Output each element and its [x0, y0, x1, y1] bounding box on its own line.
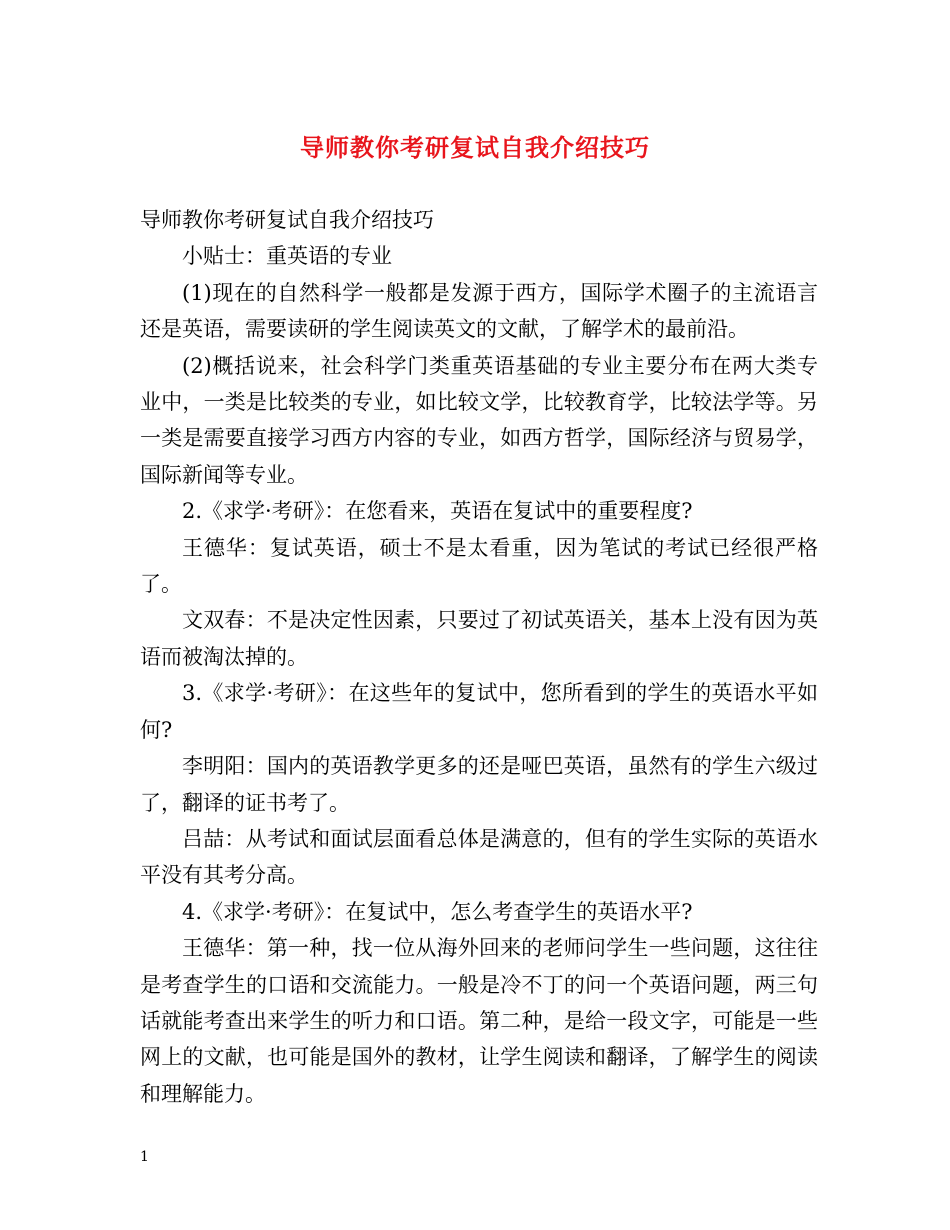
question-paragraph: 2.《求学·考研》：在您看来，英语在复试中的重要程度?	[182, 499, 693, 524]
paragraph: (1)现在的自然科学一般都是发源于西方，国际学术圈子的主流语言还是英语，需要读研的学生阅读英文的文献，了解学术的最前沿。	[140, 280, 818, 342]
page-number: 1	[140, 1149, 149, 1165]
answer-paragraph: 李明阳：国内的英语教学更多的还是哑巴英语，虽然有的学生六级过了，翻译的证书考了。	[140, 754, 818, 815]
paragraph: (2)概括说来，社会科学门类重英语基础的专业主要分布在两大类专业中，一类是比较类的专业，如比较文学，比较教育学，比较法学等。另一类是需要直接学习西方内容的专业，如西方哲学，国际经济与贸易学，国际新闻等专业。	[140, 353, 818, 487]
document-body	[140, 202, 818, 1112]
answer-paragraph: 王德华：复试英语，硕士不是太看重，因为笔试的考试已经很严格了。	[140, 535, 818, 597]
body-heading: 导师教你考研复试自我介绍技巧	[140, 208, 434, 232]
answer-paragraph: 文双春：不是决定性因素，只要过了初试英语关，基本上没有因为英语而被淘汰掉的。	[140, 608, 818, 669]
answer-paragraph: 王德华：第一种，找一位从海外回来的老师问学生一些问题，这往往是考查学生的口语和交流能力。一般是冷不丁的问一个英语问题，两三句话就能考查出来学生的听力和口语。第二种，是给一段文字，可能是一些网上的文献，也可能是国外的教材，让学生阅读和翻译，了解学生的阅读和理解能力。	[140, 936, 818, 1106]
document-title: 导师教你考研复试自我介绍技巧	[300, 133, 650, 162]
answer-paragraph: 吕喆：从考试和面试层面看总体是满意的，但有的学生实际的英语水平没有其考分高。	[140, 826, 818, 888]
question-paragraph: 3.《求学·考研》：在这些年的复试中，您所看到的学生的英语水平如何?	[140, 681, 818, 742]
paragraph: 小贴士：重英语的专业	[182, 244, 392, 269]
question-paragraph: 4.《求学·考研》：在复试中，怎么考查学生的英语水平?	[182, 899, 693, 924]
